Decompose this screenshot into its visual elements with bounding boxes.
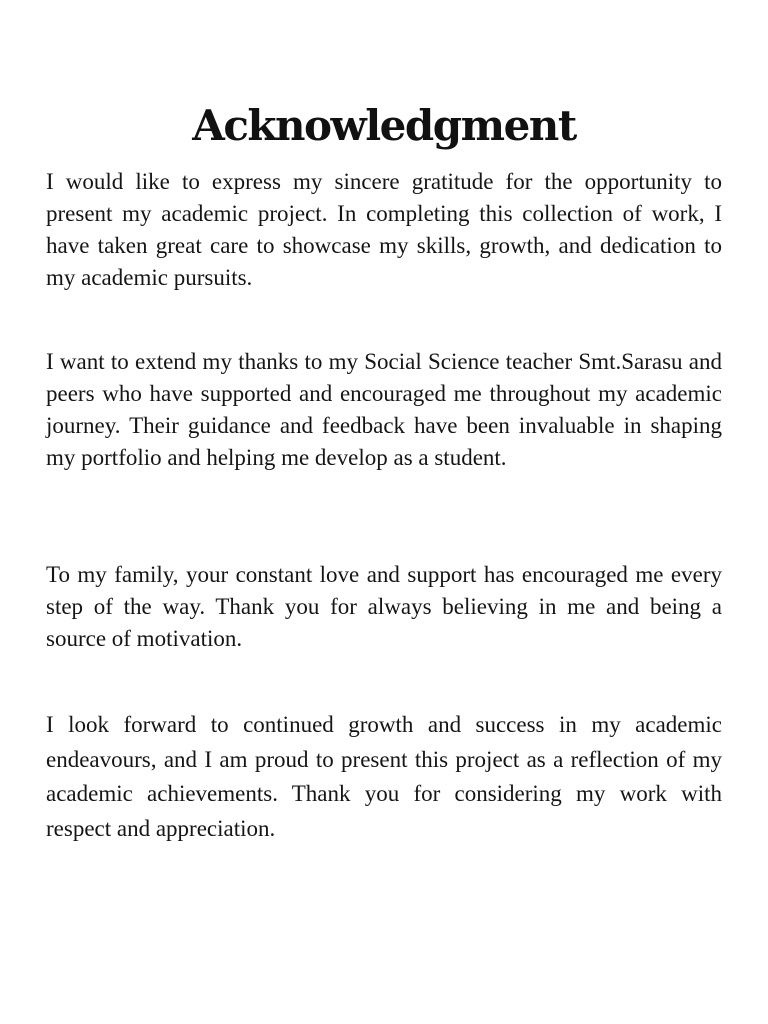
page-title: Acknowledgment bbox=[192, 101, 576, 150]
paragraph-gratitude: I would like to express my sincere gratitude for the opportunity to present my academic project. In completing this collection of work, I have taken great care to showcase my skills, growth, and dedication to my academic pursuits. bbox=[46, 169, 722, 290]
paragraph-closing: I look forward to continued growth and success in my academic endeavours, and I am proud to present this project as a reflection of my academic achievements. Thank you for considering my work with respect and appreciation. bbox=[46, 712, 722, 841]
paragraph-family-thanks: To my family, your constant love and support has encouraged me every step of the way. Thank you for always believing in me and being a source of motivation. bbox=[46, 562, 722, 651]
paragraph-teacher-thanks: I want to extend my thanks to my Social Science teacher Smt.Sarasu and peers who have supported and encouraged me throughout my academic journey. Their guidance and feedback have been invaluable in shaping my portfolio and helping me develop as a student. bbox=[46, 349, 722, 470]
